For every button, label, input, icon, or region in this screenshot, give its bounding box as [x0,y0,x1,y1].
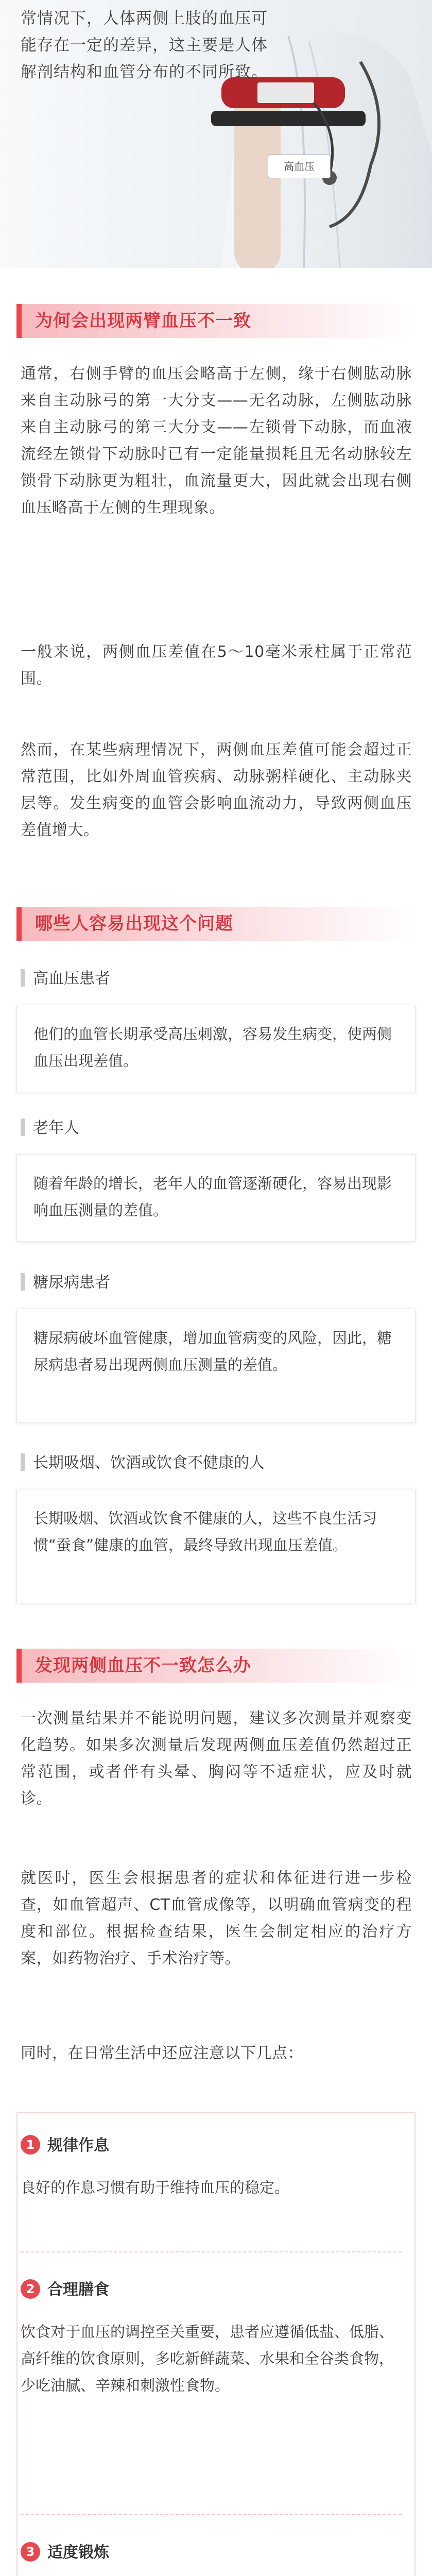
group-title: 老年人 [21,1113,79,1144]
section-title: 哪些人容易出现这个问题 [35,913,233,934]
tick-mark [21,969,25,987]
header-accent-bar [16,304,22,338]
tip-title: 1 规律作息 [21,2133,109,2159]
paragraph: 一次测量结果并不能说明问题，建议多次测量并观察变化趋势。如果多次测量后发现两侧血压差值仍然超过正常范围，或者伴有头晕、胸闷等不适症状，应及时就诊。 [21,1709,412,1808]
tip-text: 良好的作息习惯有助于维持血压的稳定。 [21,2179,290,2196]
tip-divider [21,2514,402,2515]
tick-mark [21,1453,25,1471]
tip-number-badge: 2 [21,2279,40,2299]
tip-title: 2 合理膳食 [21,2277,109,2303]
section-title: 为何会出现两臂血压不一致 [35,311,251,331]
group-card: 长期吸烟、饮酒或饮食不健康的人，这些不良生活习惯“蚕食”健康的血管，最终导致出现血压差值。 [16,1489,416,1603]
group-title: 长期吸烟、饮酒或饮食不健康的人 [21,1448,265,1479]
tick-mark [21,1118,25,1136]
tip-number-badge: 1 [21,2135,40,2155]
section-header-who [16,907,416,941]
tip-number-badge: 3 [21,2542,40,2562]
blood-pressure-label: 高血压 [268,155,331,178]
tip-title: 3 适度锻炼 [21,2540,109,2566]
header-accent-bar [16,907,22,941]
section-title: 发现两侧血压不一致怎么办 [35,1655,251,1676]
group-title: 高血压患者 [21,963,110,994]
tip-divider [21,2251,402,2252]
paragraph: 然而，在某些病理情况下，两侧血压差值可能会超过正常范围，比如外周血管疾病、动脉粥样硬化、主动脉夹层等。发生病变的血管会影响血流动力，导致两侧血压差值增大。 [21,741,412,839]
section-header-what-to-do [16,1649,416,1683]
group-card: 他们的血管长期承受高压刺激，容易发生病变，使两侧血压出现差值。 [16,1005,416,1092]
group-card: 随着年龄的增长，老年人的血管逐渐硬化，容易出现影响血压测量的差值。 [16,1154,416,1242]
tip-text: 饮食对于血压的调控至关重要，患者应遵循低盐、低脂、高纤维的饮食原则，多吃新鲜蔬菜、水果和全谷类食物，少吃油腻、辛辣和刺激性食物。 [21,2323,394,2394]
paragraph: 就医时，医生会根据患者的症状和体征进行进一步检查，如血管超声、CT血管成像等，以明确血管病变的程度和部位。根据检查结果，医生会制定相应的治疗方案，如药物治疗、手术治疗等。 [21,1869,412,1968]
intro-text: 常情况下，人体两侧上肢的血压可能存在一定的差异，这主要是人体解剖结构和血管分布的不同所致。 [21,9,268,81]
paragraph: 通常，右侧手臂的血压会略高于左侧，缘于右侧肱动脉来自主动脉弓的第一大分支——无名动脉，左侧肱动脉来自主动脉弓的第三大分支——左锁骨下动脉，而血液流经左锁骨下动脉时已有一定能量损耗且无名动脉较左锁骨下动脉更为粗壮，血流量更大，因此就会出现右侧血压略高于左侧的生理现象。 [21,365,412,517]
tick-mark [21,1273,25,1291]
section-header-why [16,304,416,338]
group-card: 糖尿病破坏血管健康，增加血管病变的风险，因此，糖尿病患者易出现两侧血压测量的差值。 [16,1309,416,1423]
paragraph: 同时，在日常生活中还应注意以下几点： [21,2044,303,2062]
group-title: 糖尿病患者 [21,1267,110,1298]
header-accent-bar [16,1649,22,1683]
paragraph: 一般来说，两侧血压差值在5～10毫米汞柱属于正常范围。 [21,643,412,688]
